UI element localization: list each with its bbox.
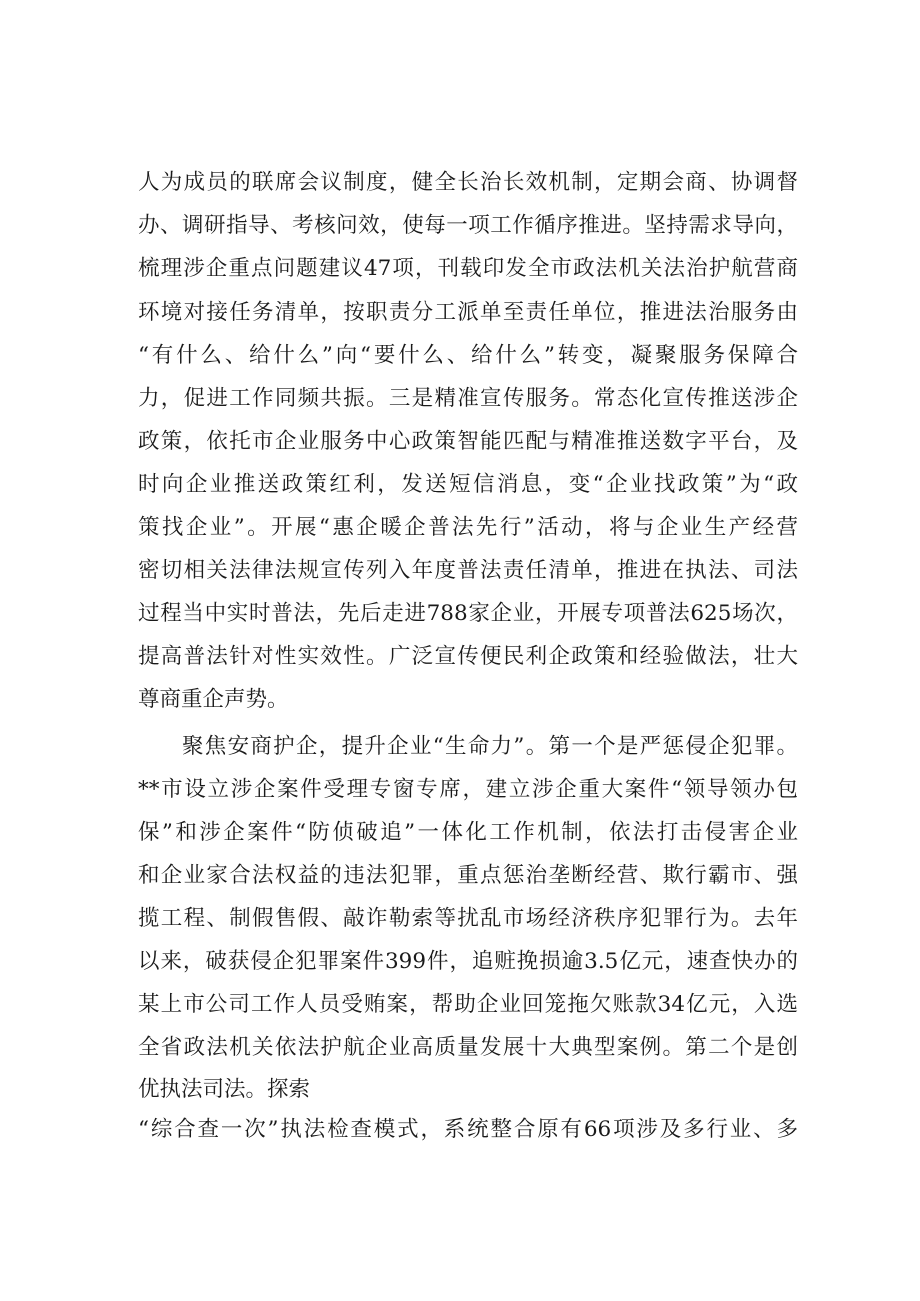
text-line: “有什么、给什么”向“要什么、给什么”转变，凝聚服务保障合 xyxy=(138,343,798,368)
text-line: 保”和涉企案件“防侦破追”一体化工作机制，依法打击侵害企业 xyxy=(138,820,798,845)
text-line: 以来，破获侵企犯罪案件399件，追赃挽损逾3.5亿元，速查快办的 xyxy=(138,949,798,974)
text-line: 某上市公司工作人员受贿案，帮助企业回笼拖欠账款34亿元，入选 xyxy=(138,992,798,1017)
text-line: 梳理涉企重点问题建议47项，刊载印发全市政法机关法治护航营商 xyxy=(138,256,798,281)
text-line: 政策，依托市企业服务中心政策智能匹配与精准推送数字平台，及 xyxy=(138,429,798,454)
text-line: 聚焦安商护企，提升企业“生命力”。第一个是严惩侵企犯罪。 xyxy=(182,734,798,759)
text-line: 提高普法针对性实效性。广泛宣传便民利企政策和经验做法，壮大 xyxy=(138,644,798,669)
text-line: 环境对接任务清单，按职责分工派单至责任单位，推进法治服务由 xyxy=(138,300,798,325)
text-line: 过程当中实时普法，先后走进788家企业，开展专项普法625场次， xyxy=(138,601,798,626)
text-line: 优执法司法。探索 xyxy=(138,1077,311,1102)
text-line: 策找企业”。开展“惠企暖企普法先行”活动，将与企业生产经营 xyxy=(138,515,798,540)
text-line: 力，促进工作同频共振。三是精准宣传服务。常态化宣传推送涉企 xyxy=(138,386,798,411)
text-line: 揽工程、制假售假、敲诈勒索等扰乱市场经济秩序犯罪行为。去年 xyxy=(138,906,798,931)
text-line: 密切相关法律法规宣传列入年度普法责任清单，推进在执法、司法 xyxy=(138,558,798,583)
text-line: **市设立涉企案件受理专窗专席，建立涉企重大案件“领导领办包 xyxy=(138,777,798,802)
text-line: 时向企业推送政策红利，发送短信消息，变“企业找政策”为“政 xyxy=(138,472,798,497)
text-line: “综合查一次”执法检查模式，系统整合原有66项涉及多行业、多 xyxy=(138,1117,798,1142)
text-line: 办、调研指导、考核问效，使每一项工作循序推进。坚持需求导向， xyxy=(138,213,798,238)
text-line: 和企业家合法权益的违法犯罪，重点惩治垄断经营、欺行霸市、强 xyxy=(138,863,798,888)
text-line: 全省政法机关依法护航企业高质量发展十大典型案例。第二个是创 xyxy=(138,1035,798,1060)
text-line: 尊商重企声势。 xyxy=(138,687,289,712)
text-line: 人为成员的联席会议制度，健全长治长效机制，定期会商、协调督 xyxy=(138,170,798,195)
